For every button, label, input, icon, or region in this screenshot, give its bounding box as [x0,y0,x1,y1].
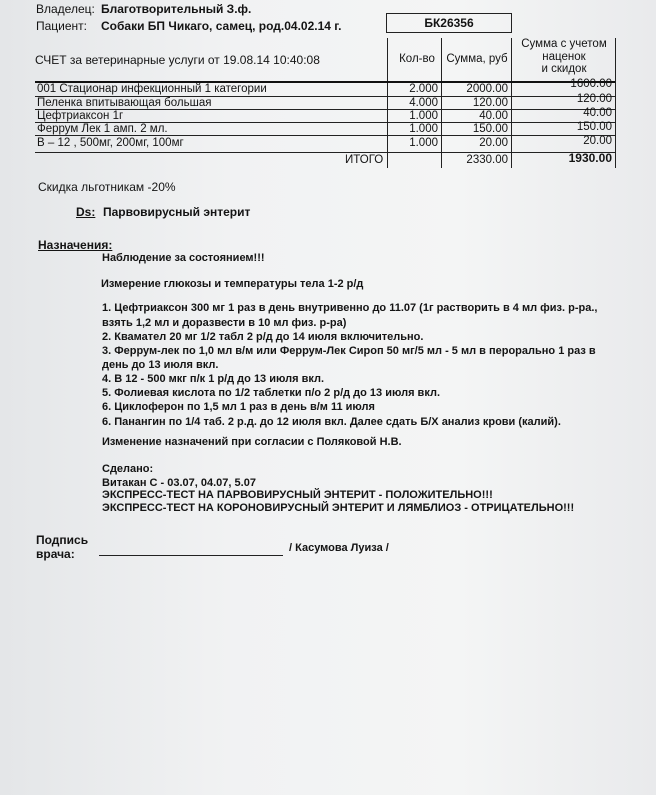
prescription-item: 5. Фолиевая кислота по 1/2 таблетки п/о 2 р/д до 13 июля вкл. [102,387,440,399]
item-name: Пеленка впитывающая большая [37,97,212,109]
item-adjusted-sum: 120.00 [576,93,612,105]
item-sum: 40.00 [479,110,508,122]
item-qty: 4.000 [409,97,438,109]
total-label: ИТОГО [345,154,384,166]
item-name: 001 Стационар инфекционный 1 категории [37,83,267,95]
item-name: Феррум Лек 1 амп. 2 мл. [37,123,168,135]
table-column-divider [511,38,512,168]
adjusted-sum-header-line3: и скидок [541,63,587,75]
invoice-title: СЧЕТ за ветеринарные услуги от 19.08.14 10:40:08 [35,53,320,67]
signature-line [99,555,283,556]
prescription-item: 1. Цефтриаксон 300 мг 1 раз в день внутривенно до 11.07 (1г растворить в 4 мл физ. р-ра., [102,302,598,314]
item-name: В – 12 , 500мг, 200мг, 100мг [37,137,184,149]
prescription-item: 6. Циклоферон по 1,5 мл 1 раз в день в/м 11 июля [102,401,375,413]
item-sum: 2000.00 [466,83,508,95]
prescriptions-heading: Назначения: [38,238,113,252]
item-sum: 20.00 [479,137,508,149]
diagnosis-value: Парвовирусный энтерит [103,205,251,219]
owner-value: Благотворительный З.ф. [101,2,252,16]
item-adjusted-sum: 40.00 [583,107,612,119]
invoice-id: БК26356 [386,13,512,33]
item-adjusted-sum: 150.00 [576,121,612,133]
qty-header: Кол-во [399,53,435,65]
signature-label-line1: Подпись [36,533,89,547]
owner-label: Владелец: [36,2,95,16]
table-column-divider [387,38,388,168]
doctor-name: / Касумова Луиза / [289,542,389,554]
change-note: Изменение назначений при согласии с Поляковой Н.В. [102,436,402,448]
item-adjusted-sum: 1600.00 [570,78,612,90]
prescription-item: 2. Квамател 20 мг 1/2 табл 2 р/д до 14 июля включительно. [102,331,424,343]
prescription-item: 3. Феррум-лек по 1,0 мл в/м или Феррум-Лек Сироп 50 мг/5 мл - 5 мл в перорально 1 раз в [102,345,596,357]
measure-note: Измерение глюкозы и температуры тела 1-2 р/д [101,278,364,290]
discount-note: Скидка льготникам -20% [38,180,176,194]
prescription-item: 6. Панангин по 1/4 таб. 2 р.д. до 12 июля вкл. Далее сдать Б/Х анализ крови (калий). [102,416,561,428]
adjusted-sum-header-line1: Сумма с учетом [521,38,607,50]
invoice-table [35,38,615,168]
item-sum: 150.00 [472,123,508,135]
prescription-item: 4. В 12 - 500 мкг п/к 1 р/д до 13 июля вкл. [102,373,325,385]
observation-note: Наблюдение за состоянием!!! [102,252,265,264]
item-name: Цефтриаксон 1г [37,110,124,122]
done-heading: Сделано: [102,463,154,475]
test-result-parvovirus: ЭКСПРЕСС-ТЕСТ НА ПАРВОВИРУСНЫЙ ЭНТЕРИТ - ПОЛОЖИТЕЛЬНО!!! [102,489,493,501]
item-qty: 2.000 [409,83,438,95]
patient-value: Собаки БП Чикаго, самец, род.04.02.14 г. [101,19,342,33]
item-qty: 1.000 [409,123,438,135]
table-column-divider [441,38,442,168]
sum-header: Сумма, руб [446,53,508,65]
diagnosis-label: Ds: [76,205,96,219]
test-result-coronavirus: ЭКСПРЕСС-ТЕСТ НА КОРОНОВИРУСНЫЙ ЭНТЕРИТ И ЛЯМБЛИОЗ - ОТРИЦАТЕЛЬНО!!! [102,502,575,514]
patient-label: Пациент: [36,19,88,33]
item-qty: 1.000 [409,137,438,149]
item-sum: 120.00 [472,97,508,109]
table-column-divider [615,38,616,168]
item-qty: 1.000 [409,110,438,122]
signature-label-line2: врача: [36,547,75,561]
adjusted-sum-header-line2: наценок [542,51,586,63]
prescription-item: день до 13 июля вкл. [102,359,219,371]
item-adjusted-sum: 20.00 [583,135,612,147]
done-item: Витакан С - 03.07, 04.07, 5.07 [102,477,256,489]
prescription-item: взять 1,2 мл и доразвести в 10 мл физ. р-ра) [102,317,347,329]
total-sum: 2330.00 [466,154,508,166]
total-adjusted-sum: 1930.00 [568,151,612,165]
